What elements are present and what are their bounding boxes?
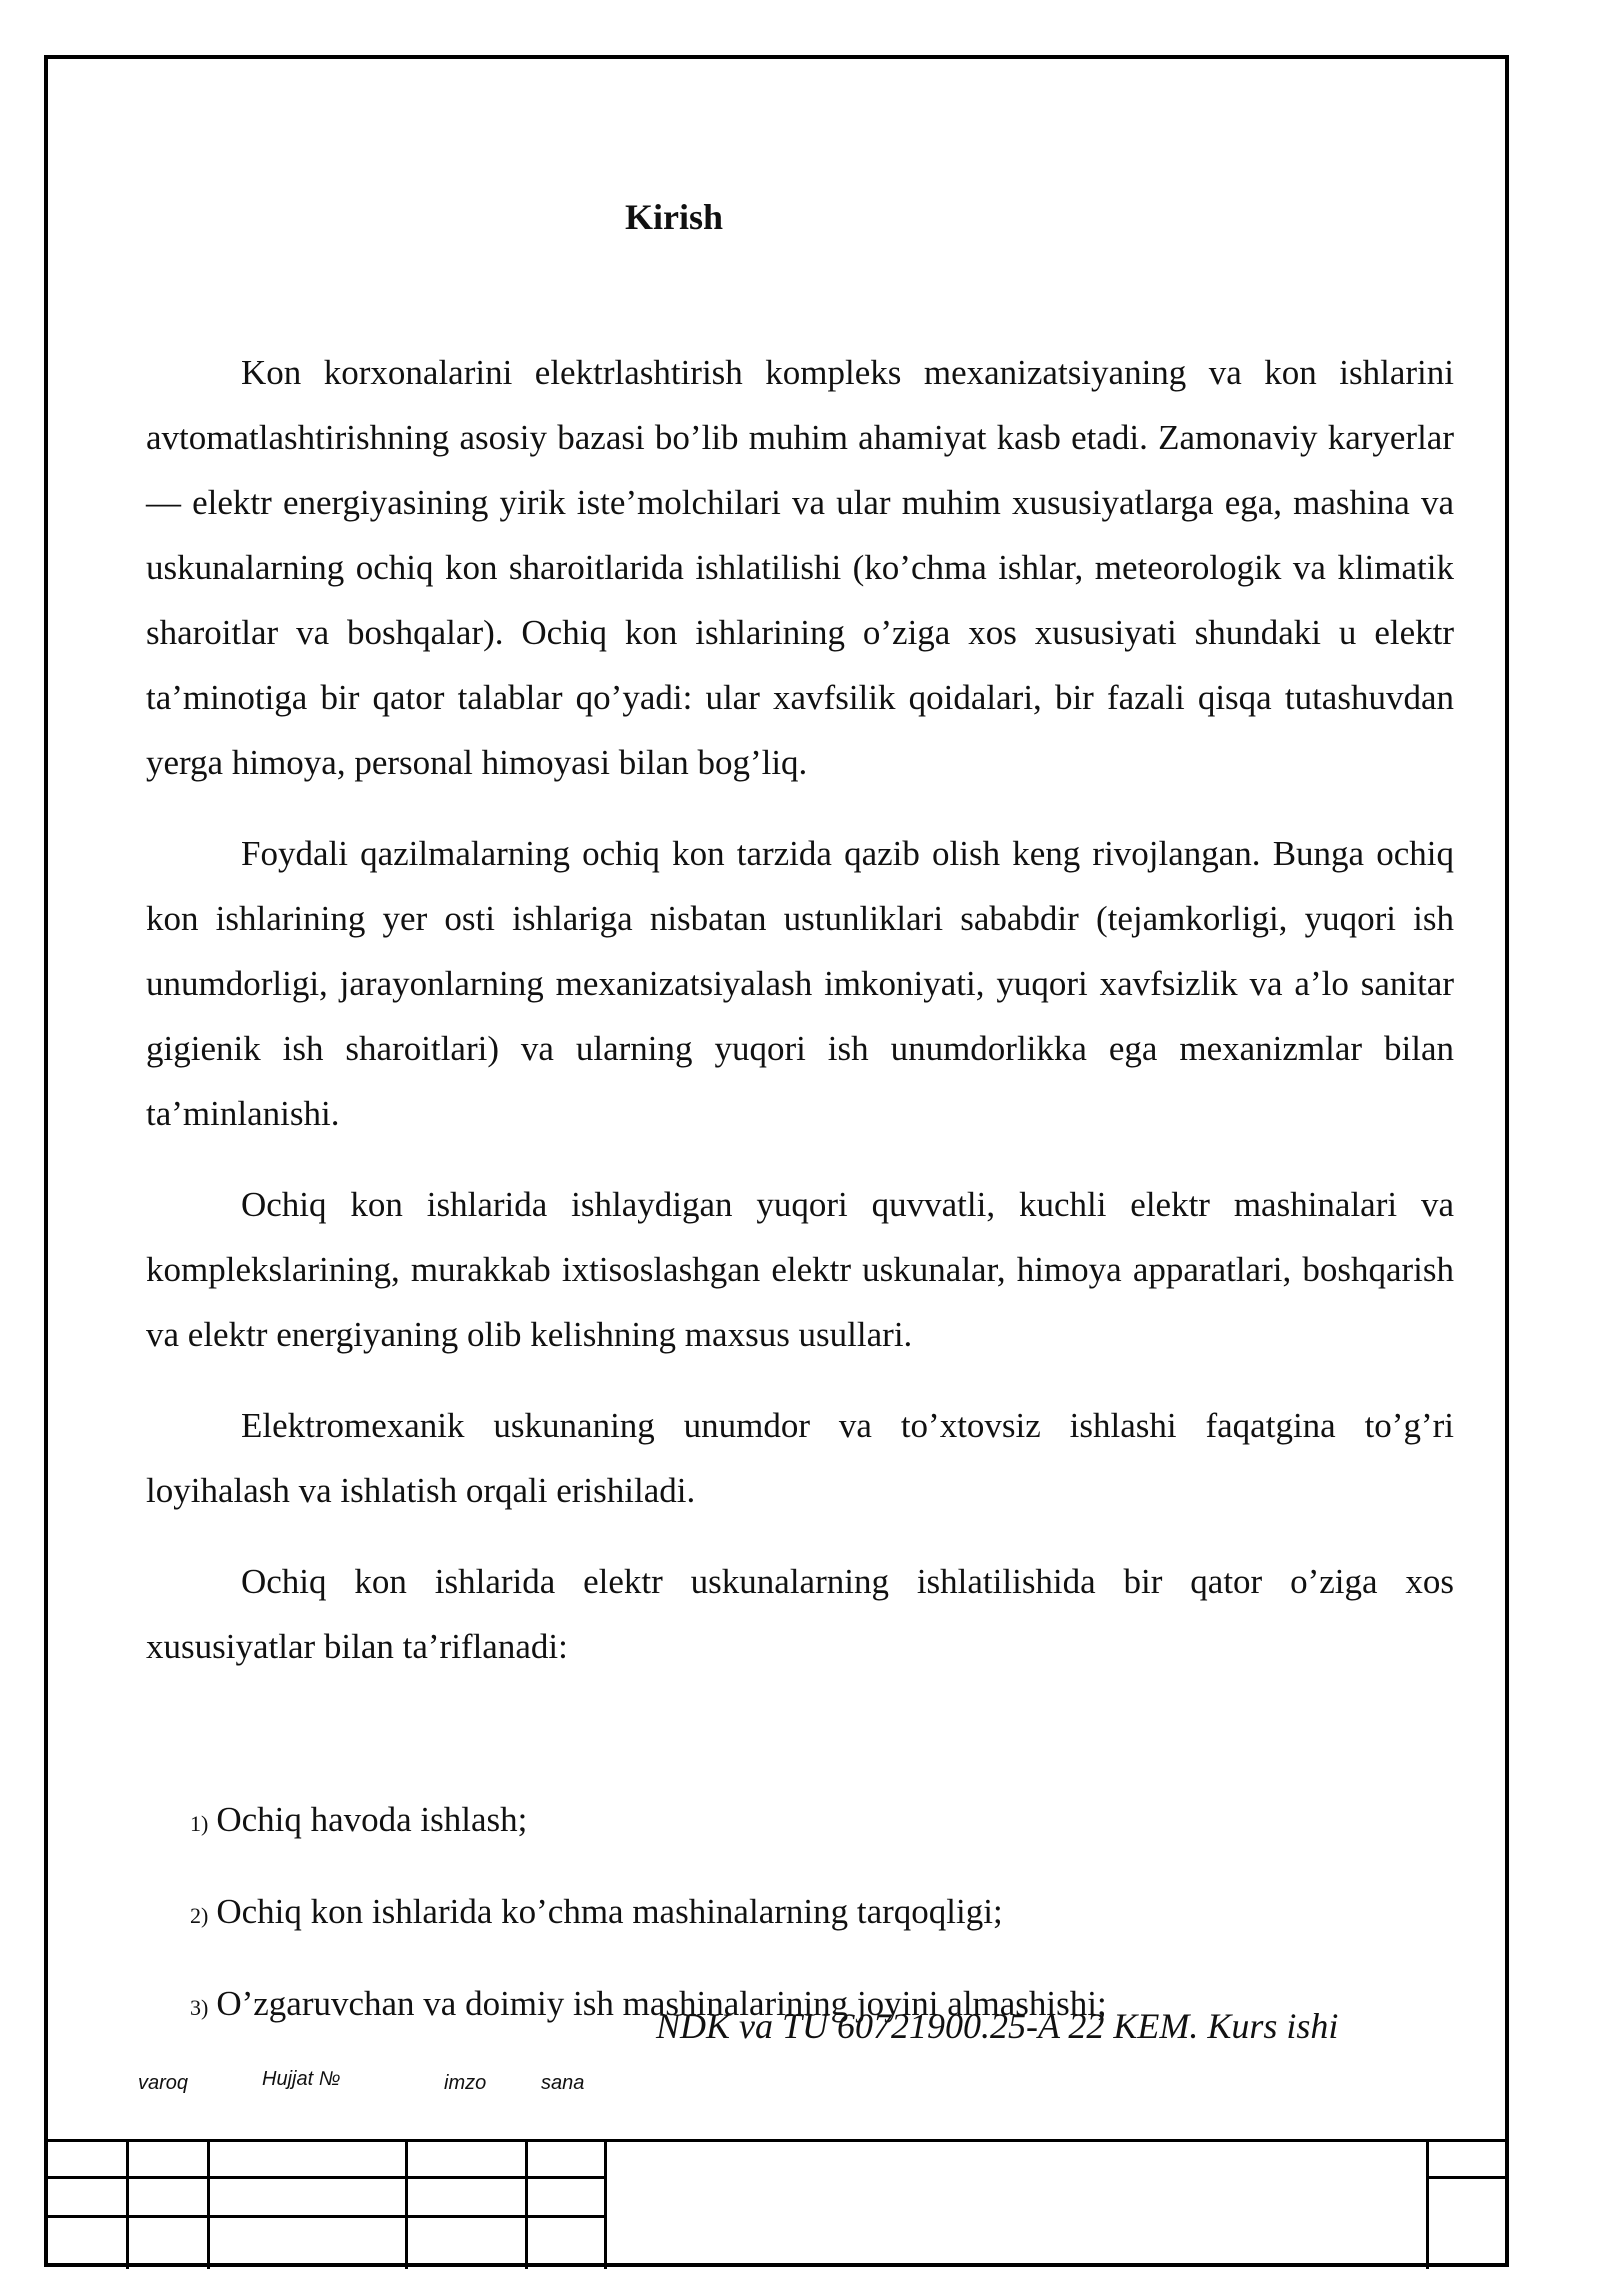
grid-line [207, 2139, 210, 2269]
stamp-label-date: sana [541, 2072, 585, 2094]
paragraph-4: Elektromexanik uskunaning unumdor va to’xtovsiz ishlashi faqatgina to’g’ri loyihalash va ishlatish orqali erishiladi. [146, 1406, 1454, 1510]
grid-line [44, 2139, 1509, 2142]
list-number: 2) [190, 1903, 209, 1928]
paragraph-1: Kon korxonalarini elektrlashtirish kompleks mexanizatsiyaning va kon ishlarini avtomatlashtirishning asosiy bazasi bo’lib muhim ahamiyat kasb etadi. Zamonaviy karyerlar — elektr energiyasining yirik iste’molchilari va ular muhim xususiyatlarga ega, mashina va uskunalarning ochiq kon sharoitlarida ishlatilishi (ko’chma ishlar, meteorologik va klimatik sharoitlar va boshqalar). Ochiq kon ishlarining o’ziga xos xususiyati shundaki u elektr ta’minotiga bir qator talablar qo’yadi: ular xavfsilik qoidalari, bir fazali qisqa tutashuvdan yerga himoya, personal himoyasi bilan bog’liq. [146, 353, 1454, 782]
title-block-grid [44, 2139, 1509, 2269]
paragraph-5: Ochiq kon ishlarida elektr uskunalarning ishlatilishida bir qator o’ziga xos xususiyatlar bilan ta’riflanadi: [146, 1562, 1454, 1666]
list-item [190, 1892, 1003, 1932]
list-number: 3) [190, 1995, 209, 2020]
stamp-label-sheet: varoq [138, 2072, 189, 2094]
page-title: Kirish [624, 197, 723, 237]
grid-line [405, 2139, 408, 2269]
list-item [190, 1800, 527, 1840]
list-text: Ochiq havoda ishlash; [216, 1800, 528, 1839]
stamp-label-signature: imzo [444, 2072, 487, 2094]
paragraph-2: Foydali qazilmalarning ochiq kon tarzida qazib olish keng rivojlangan. Bunga ochiq kon ishlarining yer osti ishlariga nisbatan ustunliklari sababdir (tejamkorligi, yuqori ish unumdorligi, jarayonlarning mexanizatsiyalash imkoniyati, yuqori xavfsizlik va a’lo sanitar gigienik ish sharoitlari) va ularning yuqori ish unumdorlikka ega mexanizmlar bilan ta’minlanishi. [146, 834, 1454, 1133]
body-text [146, 340, 1454, 1705]
grid-line [525, 2139, 528, 2269]
grid-line [604, 2139, 607, 2269]
stamp-label-doc-no: Hujjat № [262, 2068, 341, 2090]
grid-line [1429, 2176, 1509, 2179]
list-number: 1) [190, 1811, 209, 1836]
grid-line [126, 2139, 129, 2269]
list-text: O’zgaruvchan va doimiy ish mashinalarining joyini almashishi; [216, 1984, 1107, 2023]
paragraph-3: Ochiq kon ishlarida ishlaydigan yuqori quvvatli, kuchli elektr mashinalari va komplekslarining, murakkab ixtisoslashgan elektr uskunalar, himoya apparatlari, boshqarish va elektr energiyaning olib kelishning maxsus usullari. [146, 1185, 1454, 1354]
document-code: NDK va TU 60721900.25-A 22 KEM. Kurs ishi [656, 2006, 1339, 2046]
list-text: Ochiq kon ishlarida ko’chma mashinalarning tarqoqligi; [216, 1892, 1003, 1931]
grid-line [1426, 2139, 1429, 2269]
